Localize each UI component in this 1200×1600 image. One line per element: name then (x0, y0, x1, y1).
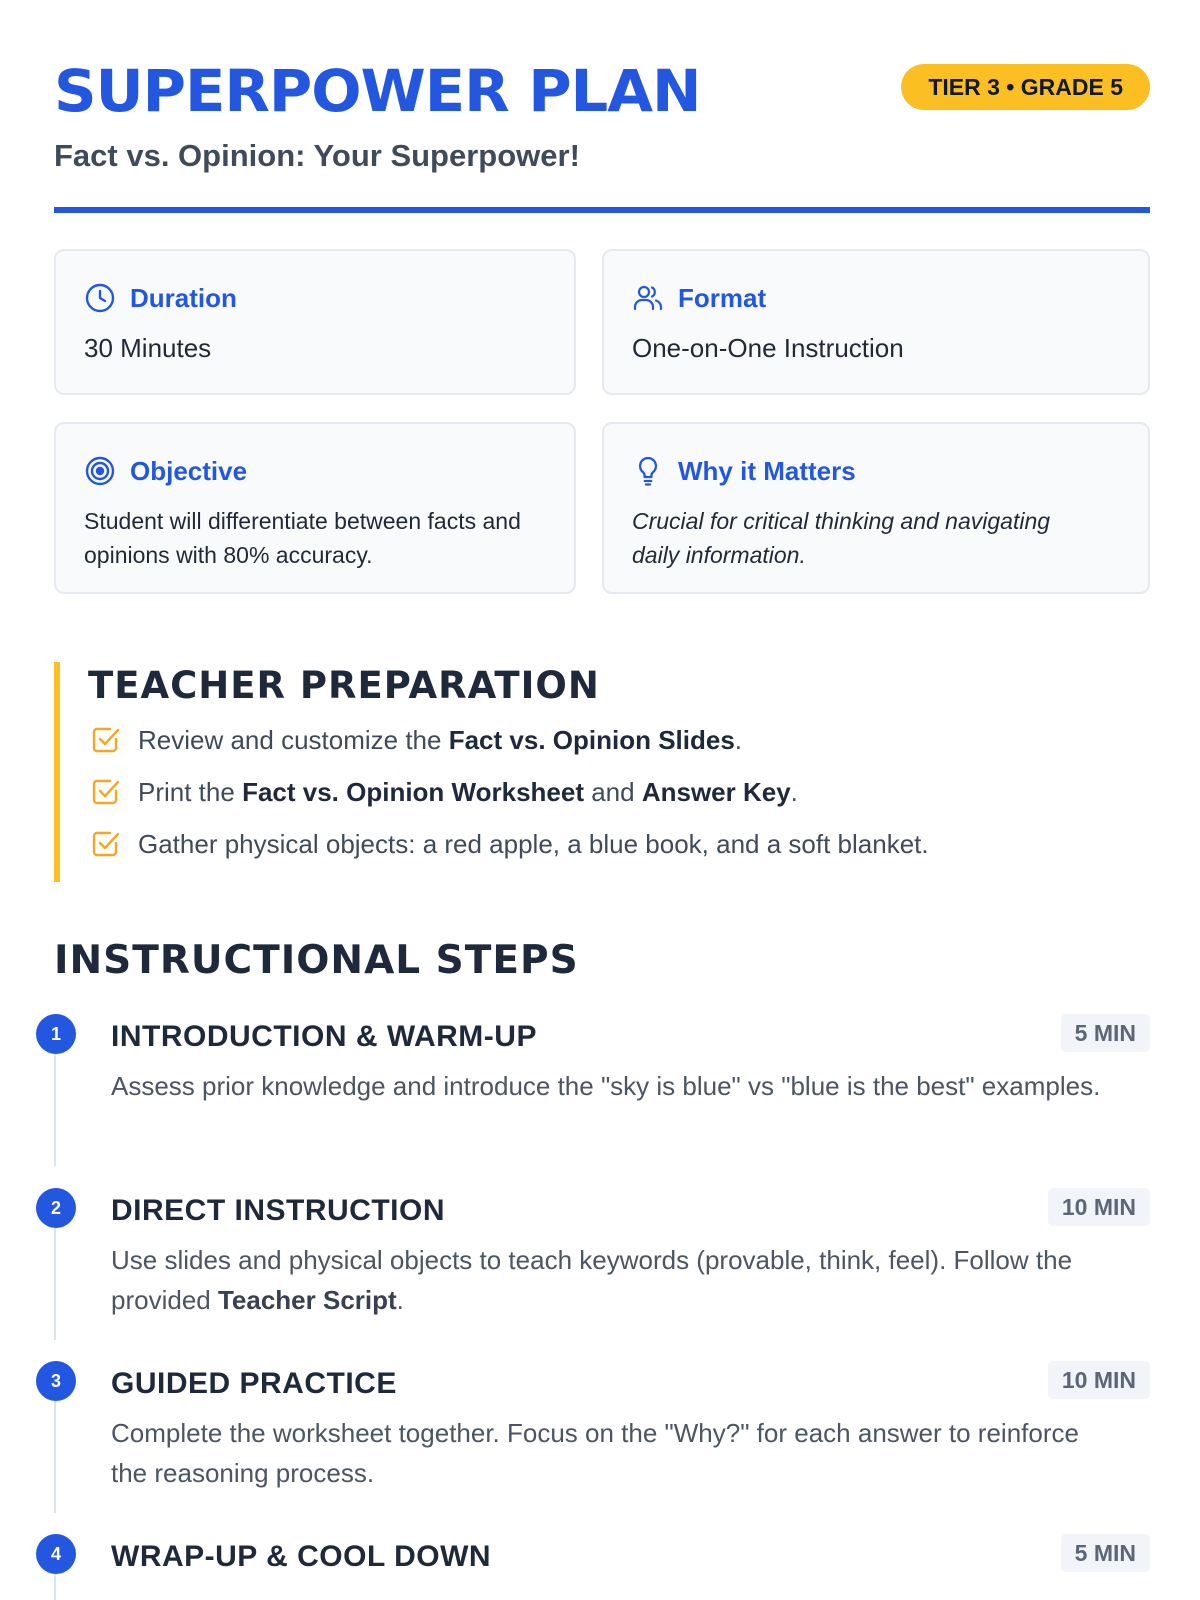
why-it-matters-card (602, 422, 1150, 594)
format-value: One-on-One Instruction (632, 333, 904, 363)
prep-item-text: Gather physical objects: a red apple, a blue book, and a soft blanket. (138, 828, 929, 859)
teacher-preparation-heading: TEACHER PREPARATION (88, 664, 600, 707)
step-duration-badge: 10 MIN (1048, 1188, 1150, 1226)
step-title: WRAP-UP & COOL DOWN (111, 1540, 492, 1573)
step-title: INTRODUCTION & WARM-UP (111, 1020, 537, 1053)
checkbox-checked-icon (90, 828, 122, 860)
plan-header (54, 56, 1150, 216)
step-item (50, 1534, 1150, 1600)
instructional-steps-heading: INSTRUCTIONAL STEPS (54, 938, 579, 983)
page-subtitle: Fact vs. Opinion: Your Superpower! (54, 138, 580, 173)
prep-item (90, 722, 742, 758)
step-connector-line (54, 1383, 56, 1513)
why-it-matters-label: Why it Matters (678, 455, 856, 486)
why-it-matters-header (632, 454, 856, 488)
duration-card (54, 249, 576, 395)
objective-card (54, 422, 576, 594)
format-card-header (632, 281, 766, 315)
format-card (602, 249, 1150, 395)
duration-card-header (84, 281, 237, 315)
step-connector-line (54, 1036, 56, 1166)
checkbox-checked-icon (90, 724, 122, 756)
lightbulb-icon (632, 455, 664, 487)
header-divider (54, 207, 1150, 213)
step-number-badge: 3 (36, 1361, 76, 1401)
step-description: Use slides and physical objects to teach keywords (provable, think, feel). Follow the provided Teacher Script. (111, 1245, 1073, 1315)
step-title: GUIDED PRACTICE (111, 1367, 397, 1400)
duration-value: 30 Minutes (84, 333, 212, 363)
clock-icon (84, 282, 116, 314)
step-item (50, 1014, 1150, 1184)
why-it-matters-text: Crucial for critical thinking and navigating daily information. (632, 508, 1051, 568)
step-duration-badge: 5 MIN (1061, 1534, 1150, 1572)
page-title: SUPERPOWER PLAN (54, 57, 701, 125)
step-description: Complete the worksheet together. Focus on the "Why?" for each answer to reinforce the reasoning process. (111, 1418, 1079, 1488)
teacher-preparation-section (54, 662, 1150, 882)
target-icon (84, 455, 116, 487)
users-icon (632, 282, 664, 314)
step-duration-badge: 5 MIN (1061, 1014, 1150, 1052)
prep-item-text: Review and customize the Fact vs. Opinion Slides. (138, 724, 743, 755)
step-title: DIRECT INSTRUCTION (111, 1194, 445, 1227)
format-label: Format (678, 282, 767, 313)
step-duration-badge: 10 MIN (1048, 1361, 1150, 1399)
step-connector-line (54, 1210, 56, 1340)
step-item (50, 1188, 1150, 1358)
grade-tier-badge: TIER 3 • GRADE 5 (901, 64, 1150, 110)
step-number-badge: 4 (36, 1534, 76, 1574)
step-number-badge: 1 (36, 1014, 76, 1054)
objective-card-header (84, 454, 247, 488)
prep-item (90, 826, 929, 862)
step-number-badge: 2 (36, 1188, 76, 1228)
objective-text: Student will differentiate between facts and opinions with 80% accuracy. (84, 508, 521, 568)
objective-label: Objective (130, 455, 248, 486)
step-item (50, 1361, 1150, 1531)
checkbox-checked-icon (90, 776, 122, 808)
duration-label: Duration (130, 282, 237, 313)
prep-item-text: Print the Fact vs. Opinion Worksheet and Answer Key. (138, 776, 798, 807)
step-description: Assess prior knowledge and introduce the "sky is blue" vs "blue is the best" examples. (111, 1071, 1101, 1101)
prep-item (90, 774, 798, 810)
